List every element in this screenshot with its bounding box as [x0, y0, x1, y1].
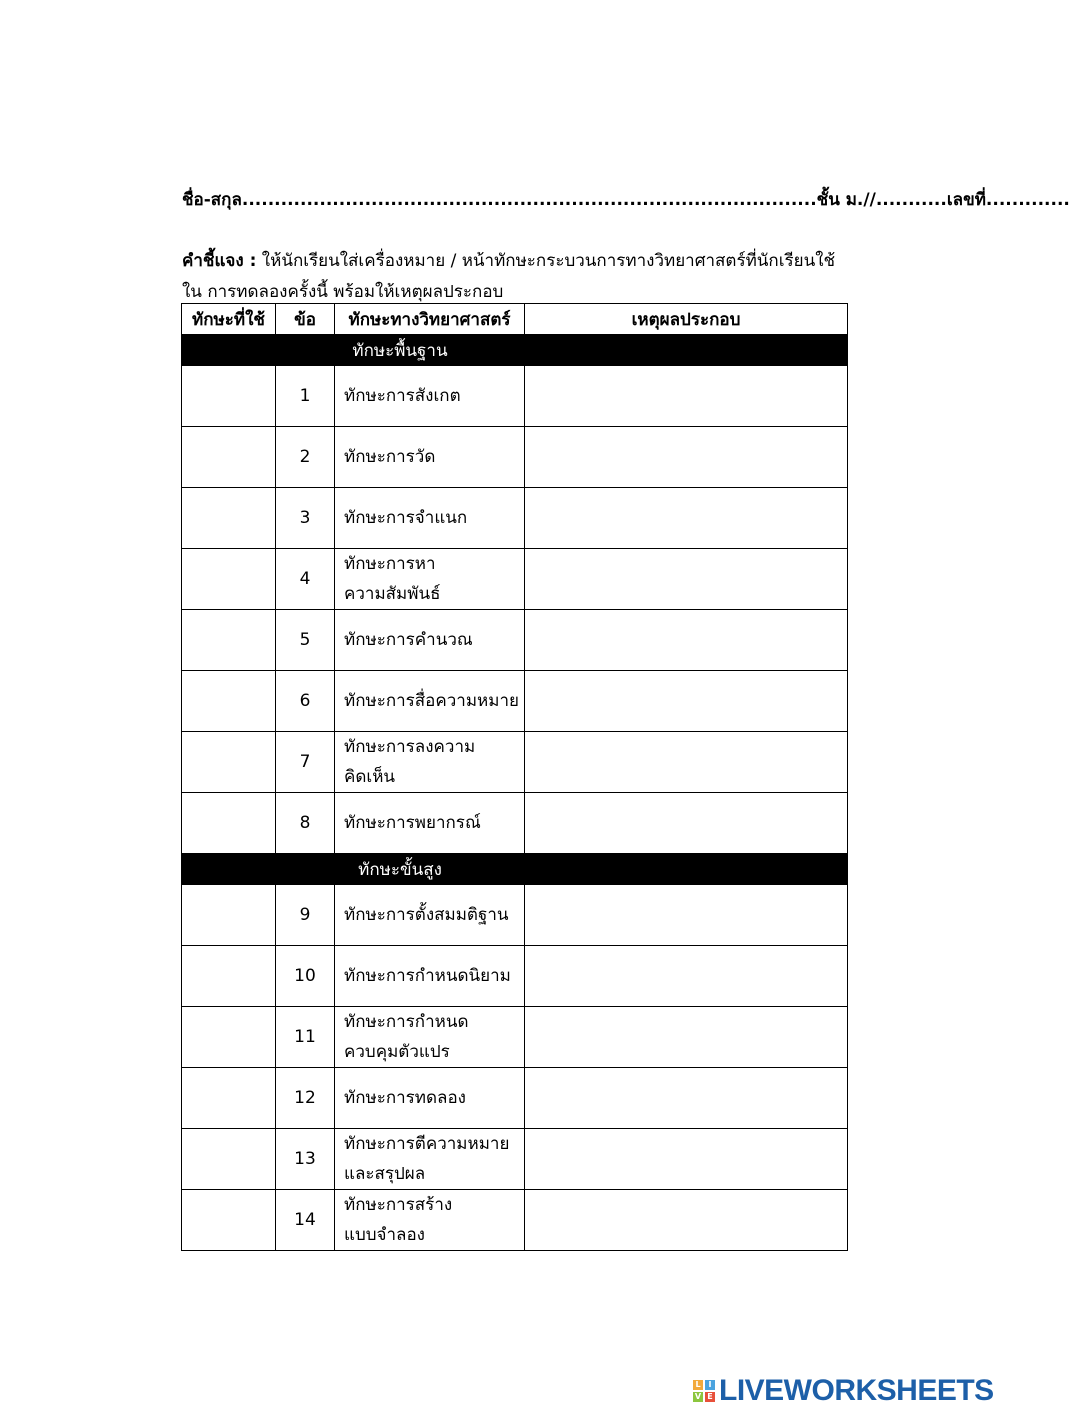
item-number: 2: [276, 427, 335, 488]
item-number: 3: [276, 488, 335, 549]
skill-name-cell: [335, 366, 525, 427]
header-science-skill: ทักษะทางวิทยาศาสตร์: [335, 304, 525, 335]
instructions-label: คำชี้แจง :: [182, 251, 257, 271]
skill-name-cell: [335, 1007, 525, 1068]
skill-name-line2: ความสัมพันธ์: [344, 584, 441, 604]
skill-name-cell: [335, 549, 525, 610]
logo-mark-icon: L I V E: [693, 1380, 715, 1402]
reason-cell[interactable]: [525, 732, 848, 793]
skill-name-cell: [335, 732, 525, 793]
skill-name: ทักษะการหา: [344, 554, 436, 574]
section-header-row: [182, 335, 848, 366]
item-number: 11: [276, 1007, 335, 1068]
section-title-cell: [276, 335, 525, 366]
skill-name-cell: [335, 488, 525, 549]
header-reason: เหตุผลประกอบ: [525, 304, 848, 335]
item-number: 4: [276, 549, 335, 610]
skill-used-cell[interactable]: [182, 671, 276, 732]
skill-name-cell: [335, 793, 525, 854]
skill-name-cell: [335, 1129, 525, 1190]
skill-name: ทักษะการพยากรณ์: [344, 813, 481, 833]
skill-used-cell[interactable]: [182, 1007, 276, 1068]
reason-cell[interactable]: [525, 488, 848, 549]
skill-name: ทักษะการสังเกต: [344, 386, 461, 406]
skill-name: ทักษะการตั้งสมมติฐาน: [344, 905, 509, 925]
skill-used-cell[interactable]: [182, 1068, 276, 1129]
skill-name-cell: [335, 671, 525, 732]
skill-used-cell[interactable]: [182, 1190, 276, 1251]
skill-name: ทักษะการกำหนด: [344, 1012, 469, 1032]
table-row: [182, 549, 848, 610]
skill-name: ทักษะการคำนวณ: [344, 630, 473, 650]
table-row: [182, 366, 848, 427]
skill-name-cell: [335, 1068, 525, 1129]
skill-used-cell[interactable]: [182, 366, 276, 427]
table-row: [182, 610, 848, 671]
instructions: [182, 246, 852, 308]
table-row: [182, 946, 848, 1007]
reason-cell[interactable]: [525, 1129, 848, 1190]
table-header-row: [182, 304, 848, 335]
skill-used-cell[interactable]: [182, 549, 276, 610]
table-row: [182, 427, 848, 488]
table-row: [182, 885, 848, 946]
skill-name-cell: [335, 1190, 525, 1251]
skill-name-cell: [335, 427, 525, 488]
table-row: [182, 793, 848, 854]
item-number: 12: [276, 1068, 335, 1129]
header-skill-used: ทักษะที่ใช้: [182, 304, 276, 335]
item-number: 6: [276, 671, 335, 732]
header-item-no: ข้อ: [276, 304, 335, 335]
reason-cell[interactable]: [525, 793, 848, 854]
reason-cell[interactable]: [525, 1007, 848, 1068]
reason-cell[interactable]: [525, 946, 848, 1007]
item-number: 9: [276, 885, 335, 946]
skill-name: ทักษะการจำแนก: [344, 508, 468, 528]
section-header-row: [182, 854, 848, 885]
item-number: 1: [276, 366, 335, 427]
skill-used-cell[interactable]: [182, 885, 276, 946]
skill-used-cell[interactable]: [182, 610, 276, 671]
section-blank-cell: [182, 335, 276, 366]
skill-name: ทักษะการตีความหมาย: [344, 1134, 510, 1154]
skill-used-cell[interactable]: [182, 793, 276, 854]
liveworksheets-logo: [693, 1375, 994, 1407]
reason-cell[interactable]: [525, 1190, 848, 1251]
skill-name-cell: [335, 885, 525, 946]
student-info-line: ชื่อ-สกุล.........................................................................................ชั้น ม.//...........เลขที่.............: [182, 190, 1070, 210]
item-number: 5: [276, 610, 335, 671]
section-title: ทักษะพื้นฐาน: [352, 340, 448, 361]
skill-name: ทักษะการลงความ: [344, 737, 476, 757]
skill-name-cell: [335, 610, 525, 671]
section-blank-cell: [525, 854, 848, 885]
logo-text: LIVEWORKSHEETS: [719, 1374, 994, 1407]
reason-cell[interactable]: [525, 366, 848, 427]
skill-name-line2: แบบจำลอง: [344, 1225, 425, 1245]
table-row: [182, 1007, 848, 1068]
table-row: [182, 1190, 848, 1251]
reason-cell[interactable]: [525, 610, 848, 671]
reason-cell[interactable]: [525, 1068, 848, 1129]
reason-cell[interactable]: [525, 427, 848, 488]
skill-name: ทักษะการทดลอง: [344, 1088, 466, 1108]
skills-table: [181, 303, 848, 1251]
table-row: [182, 1068, 848, 1129]
section-title: ทักษะขั้นสูง: [358, 859, 442, 880]
skill-used-cell[interactable]: [182, 427, 276, 488]
skill-used-cell[interactable]: [182, 488, 276, 549]
instructions-text: ให้นักเรียนใส่เครื่องหมาย / หน้าทักษะกระบวนการทางวิทยาศาสตร์ที่นักเรียนใช้ใน การทดลองครั้งนี้ พร้อมให้เหตุผลประกอบ: [182, 251, 836, 302]
skill-used-cell[interactable]: [182, 732, 276, 793]
reason-cell[interactable]: [525, 671, 848, 732]
skill-name-line2: ควบคุมตัวแปร: [344, 1042, 450, 1062]
skill-name-cell: [335, 946, 525, 1007]
skill-used-cell[interactable]: [182, 946, 276, 1007]
reason-cell[interactable]: [525, 549, 848, 610]
skill-name-line2: และสรุปผล: [344, 1164, 426, 1184]
item-number: 7: [276, 732, 335, 793]
section-blank-cell: [525, 335, 848, 366]
section-blank-cell: [182, 854, 276, 885]
item-number: 10: [276, 946, 335, 1007]
skill-name: ทักษะการสื่อความหมาย: [344, 691, 519, 711]
table-row: [182, 732, 848, 793]
reason-cell[interactable]: [525, 885, 848, 946]
skill-name-line2: คิดเห็น: [344, 767, 396, 787]
table-row: [182, 488, 848, 549]
section-title-cell: [276, 854, 525, 885]
table-row: [182, 1129, 848, 1190]
skill-used-cell[interactable]: [182, 1129, 276, 1190]
skill-name: ทักษะการสร้าง: [344, 1195, 453, 1215]
item-number: 13: [276, 1129, 335, 1190]
skill-name: ทักษะการกำหนดนิยาม: [344, 966, 511, 986]
table-row: [182, 671, 848, 732]
skill-name: ทักษะการวัด: [344, 447, 436, 467]
item-number: 14: [276, 1190, 335, 1251]
table-body: [182, 335, 848, 1251]
item-number: 8: [276, 793, 335, 854]
